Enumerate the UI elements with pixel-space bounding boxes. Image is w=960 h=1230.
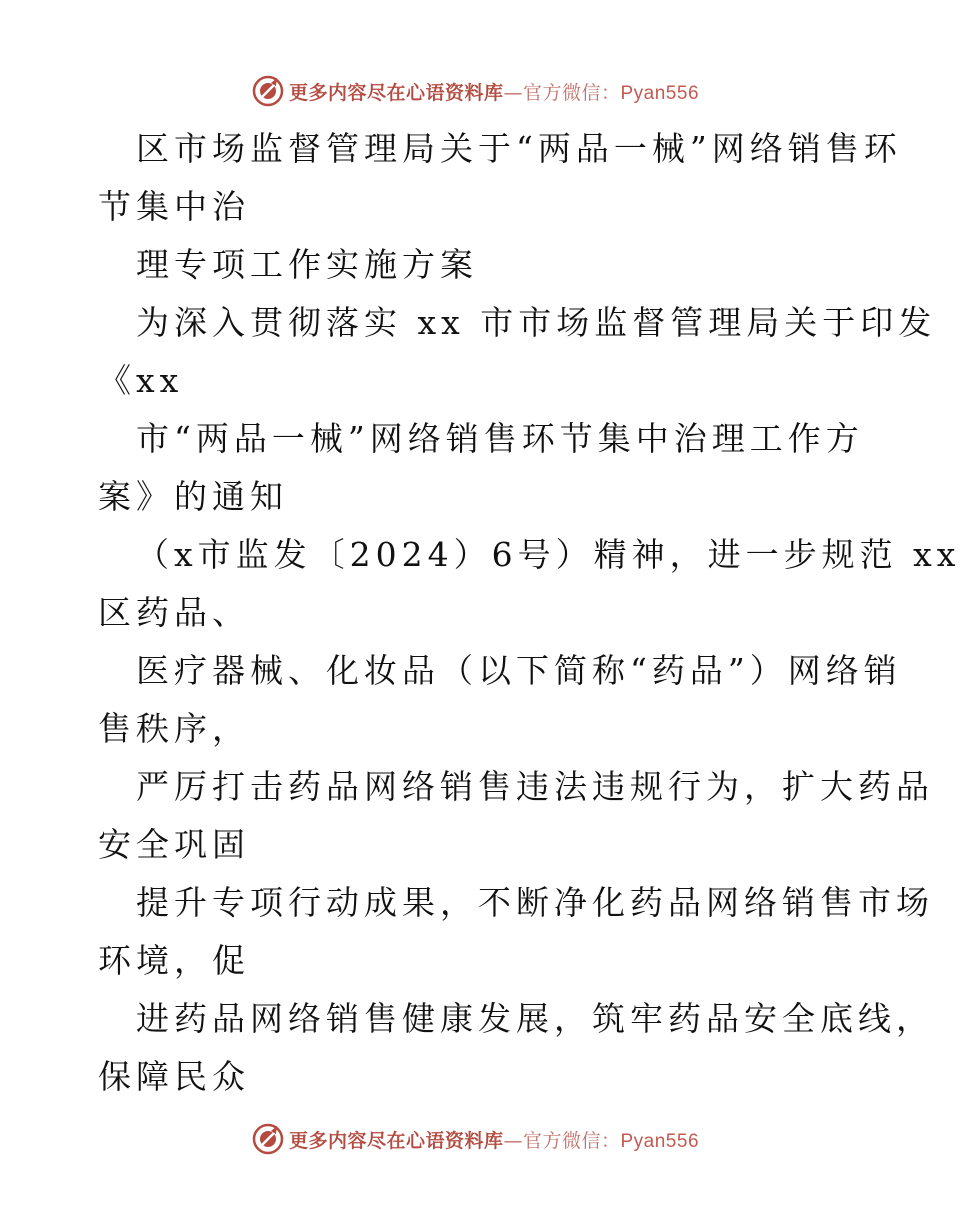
text-line: （x市监发〔2024）6号）精神，进一步规范 xx (136, 535, 960, 574)
footer-banner (0, 1119, 950, 1159)
header-banner (0, 71, 950, 111)
text-line: 进药品网络销售健康发展，筑牢药品安全底线， (136, 999, 934, 1038)
text-line: 节集中治 (98, 187, 250, 226)
text-line: 《xx (98, 361, 184, 400)
text-line: 为深入贯彻落实 xx 市市场监督管理局关于印发 (136, 303, 937, 342)
text-line: 市“两品一械”网络销售环节集中治理工作方 (136, 419, 864, 458)
banner-text (289, 78, 699, 105)
text-line: 医疗器械、化妆品（以下简称“药品”）网络销 (136, 651, 902, 690)
banner-wechat-id: Pyan556 (620, 82, 700, 104)
text-line: 理专项工作实施方案 (136, 245, 478, 284)
seal-logo-icon (251, 74, 285, 108)
banner-separator: — (503, 1129, 523, 1152)
text-line: 售秩序， (98, 709, 250, 748)
text-line: 保障民众 (98, 1057, 250, 1096)
banner-wechat-id: Pyan556 (620, 1130, 700, 1152)
banner-sub-text: 官方微信： (522, 1129, 621, 1152)
text-line: 区药品、 (98, 593, 250, 632)
text-line: 严厉打击药品网络销售违法违规行为，扩大药品 (136, 767, 934, 806)
seal-logo-icon (251, 1122, 285, 1156)
text-line: 提升专项行动成果，不断净化药品网络销售市场 (136, 883, 934, 922)
banner-separator: — (503, 81, 523, 104)
banner-text (289, 1126, 699, 1153)
text-line: 环境，促 (98, 941, 250, 980)
text-line: 案》的通知 (98, 477, 288, 516)
banner-sub-text: 官方微信： (522, 81, 621, 104)
banner-main-text: 更多内容尽在心语资料库 (288, 1129, 504, 1152)
text-line: 安全巩固 (98, 825, 250, 864)
banner-main-text: 更多内容尽在心语资料库 (288, 81, 504, 104)
text-line: 区市场监督管理局关于“两品一械”网络销售环 (136, 129, 902, 168)
document-body (98, 120, 960, 1106)
